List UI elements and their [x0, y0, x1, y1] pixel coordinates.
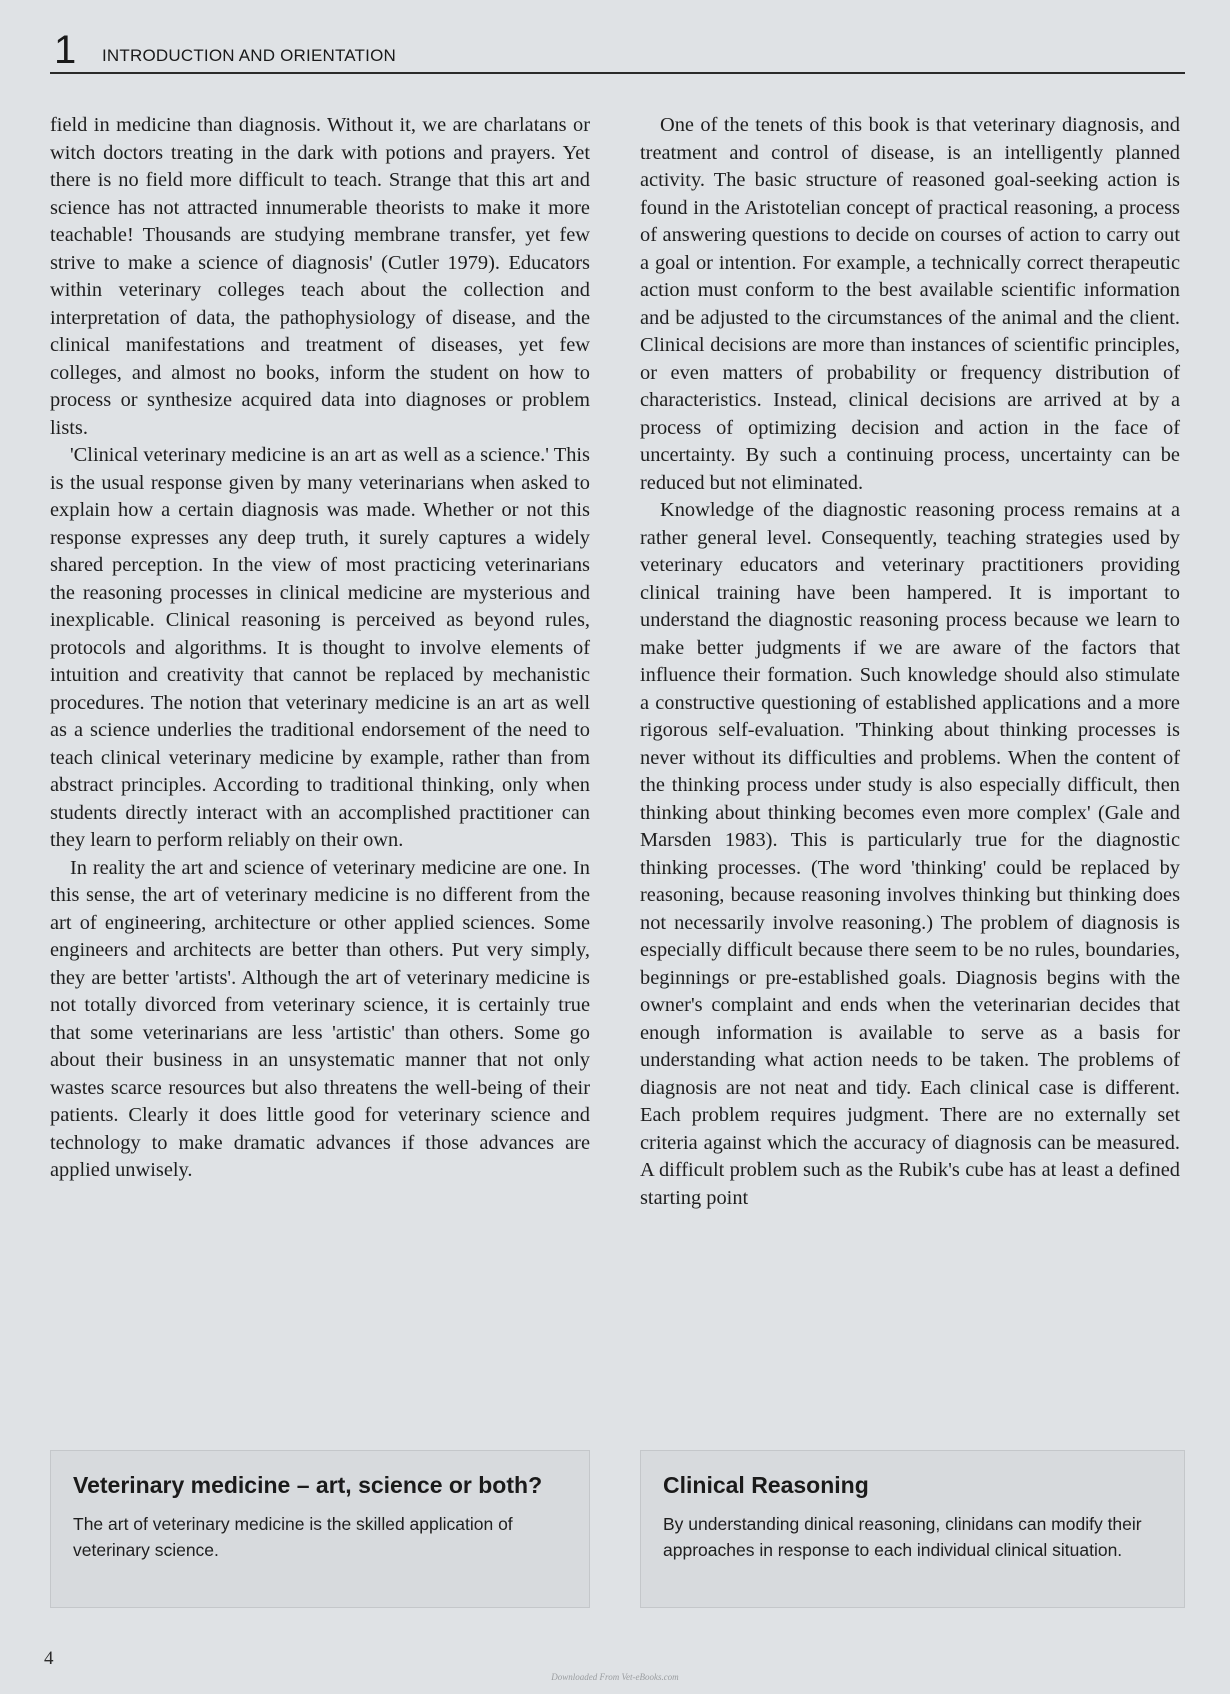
sidebar-box-clinical-reasoning: [640, 1450, 1185, 1608]
box-title: Veterinary medicine – art, science or both?: [73, 1472, 543, 1498]
box-title: Clinical Reasoning: [663, 1472, 869, 1498]
chapter-header: [50, 30, 1185, 74]
watermark: Downloaded From Vet-eBooks.com: [551, 1672, 679, 1682]
sidebar-box-art-science: [50, 1450, 590, 1608]
left-text-column: [50, 112, 590, 1185]
box-body: The art of veterinary medicine is the skilled application of veterinary science.: [73, 1514, 513, 1560]
page-number: 4: [44, 1648, 54, 1669]
chapter-title: INTRODUCTION AND ORIENTATION: [102, 46, 396, 65]
chapter-number: 1: [54, 28, 77, 72]
right-text-column: [640, 112, 1180, 1212]
paragraph: field in medicine than diagnosis. Without it, we are charlatans or witch doctors treating in the dark with potions and prayers. Yet there is no field more difficult to teach. Strange that this art and science has not attracted innumerable theorists to make it more teachable! Thousands are studying membrane transfer, yet few strive to make a science of diagnosis' (Cutler 1979). Educators within veterinary colleges teach about the collection and interpretation of data, the pathophysiology of disease, and the clinical manifestations and treatment of diseases, yet few colleges, and almost no books, inform the student on how to process or synthesize acquired data into diagnoses or problem lists.: [50, 114, 590, 439]
paragraph: 'Clinical veterinary medicine is an art as well as a science.' This is the usual response given by many veterinarians when asked to explain how a certain diagnosis was made. Whether or not this response expresses any deep truth, it surely captures a widely shared perception. In the view of most practicing veterinarians the reasoning processes in clinical medicine are mysterious and inexplicable. Clinical reasoning is perceived as beyond rules, protocols and algorithms. It is thought to involve elements of intuition and creativity that cannot be replaced by mechanistic procedures. The notion that veterinary medicine is an art as well as a science underlies the traditional endorsement of the need to teach clinical veterinary medicine by example, rather than from abstract principles. According to traditional thinking, only when students directly interact with an accomplished practitioner can they learn to perform reliably on their own.: [50, 444, 590, 851]
paragraph: Knowledge of the diagnostic reasoning process remains at a rather general level. Consequently, teaching strategies used by veterinary educators and veterinary practitioners providing clinical training have been hampered. It is important to understand the diagnostic reasoning process because we learn to make better judgments if we are aware of the factors that influence their formation. Such knowledge should also stimulate a constructive questioning of established applications and a more rigorous self-evaluation. 'Thinking about thinking processes is never without its difficulties and problems. When the content of the thinking process under study is also especially difficult, then thinking about thinking becomes even more complex' (Gale and Marsden 1983). This is particularly true for the diagnostic thinking processes. (The word 'thinking' could be replaced by reasoning, because reasoning involves thinking but thinking does not necessarily involve reasoning.) The problem of diagnosis is especially difficult because there seem to be no rules, boundaries, beginnings or pre-established goals. Diagnosis begins with the owner's complaint and ends when the veterinarian decides that enough information is available to serve as a basis for understanding what action needs to be taken. The problems of diagnosis are not neat and tidy. Each clinical case is different. Each problem requires judgment. There are no externally set criteria against which the accuracy of diagnosis can be measured. A difficult problem such as the Rubik's cube has at least a defined starting point: [640, 499, 1180, 1209]
paragraph: In reality the art and science of veterinary medicine are one. In this sense, the art of veterinary medicine is no different from the art of engineering, architecture or other applied sciences. Some engineers and architects are better than others. Put very simply, they are better 'artists'. Although the art of veterinary medicine is not totally divorced from veterinary science, it is certainly true that some veterinarians are less 'artistic' than others. Some go about their business in an unsystematic manner that not only wastes scarce resources but also threatens the well-being of their patients. Clearly it does little good for veterinary science and technology to make dramatic advances if those advances are applied unwisely.: [50, 856, 590, 1181]
paragraph: One of the tenets of this book is that veterinary diagnosis, and treatment and control of disease, is an intelligently planned activity. The basic structure of reasoned goal-seeking action is found in the Aristotelian concept of practical reasoning, a process of answering questions to decide on courses of action to carry out a goal or intention. For example, a technically correct therapeutic action must conform to the best available scientific information and be adjusted to the circumstances of the animal and the client. Clinical decisions are more than instances of scientific principles, or even matters of probability or frequency distribution of characteristics. Instead, clinical decisions are arrived at by a process of optimizing decision and action in the face of uncertainty. By such a continuing process, uncertainty can be reduced but not eliminated.: [640, 114, 1180, 494]
box-body: By understanding dinical reasoning, clinidans can modify their approaches in response to each individual clinical situation.: [663, 1514, 1142, 1560]
